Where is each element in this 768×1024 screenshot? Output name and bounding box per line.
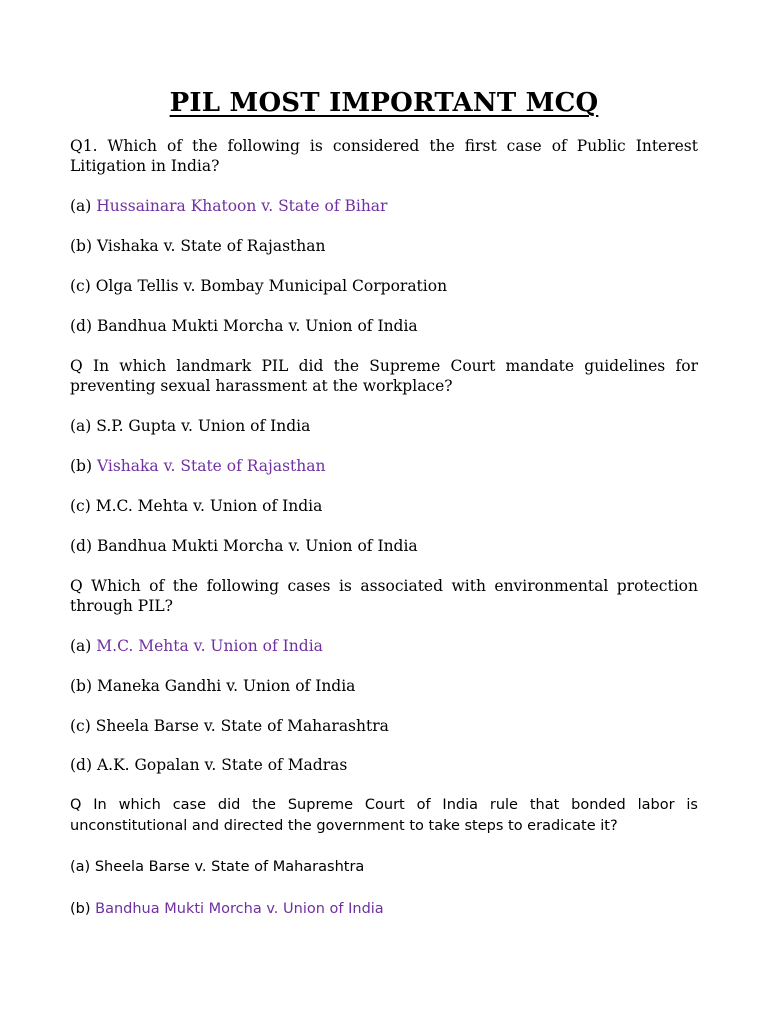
option-label: (b) — [70, 677, 93, 695]
option-text-answer: Hussainara Khatoon v. State of Bihar — [96, 197, 388, 215]
option-text-answer: Bandhua Mukti Morcha v. Union of India — [95, 901, 384, 917]
option-label: (c) — [70, 277, 91, 295]
option-text-answer: Vishaka v. State of Rajasthan — [96, 457, 326, 475]
option-text: Sheela Barse v. State of Maharashtra — [95, 717, 389, 735]
question-3-option-c — [70, 716, 698, 736]
option-text: Vishaka v. State of Rajasthan — [96, 237, 326, 255]
option-text: Bandhua Mukti Morcha v. Union of India — [96, 317, 418, 335]
option-text: S.P. Gupta v. Union of India — [96, 417, 311, 435]
option-label: (d) — [70, 317, 93, 335]
option-label: (d) — [70, 537, 93, 555]
option-text: A.K. Gopalan v. State of Madras — [96, 756, 348, 774]
option-label: (b) — [70, 237, 93, 255]
option-label: (a) — [70, 417, 92, 435]
option-label: (b) — [70, 901, 91, 917]
question-1-text: Q1. Which of the following is considered the first case of Public Interest Litigation in India? — [70, 137, 698, 175]
option-text: M.C. Mehta v. Union of India — [95, 497, 323, 515]
question-1-option-c — [70, 276, 698, 296]
question-1-option-a — [70, 196, 698, 216]
question-2-option-d — [70, 536, 698, 556]
option-text: Bandhua Mukti Morcha v. Union of India — [96, 537, 418, 555]
question-1-option-d — [70, 316, 698, 336]
question-4-text: Q In which case did the Supreme Court of India rule that bonded labor is unconstitutional and directed the government to take steps to eradicate it? — [70, 797, 698, 834]
option-text-answer: M.C. Mehta v. Union of India — [96, 637, 323, 655]
question-3-option-a — [70, 636, 698, 656]
question-4-option-b — [70, 899, 698, 920]
question-4-option-a — [70, 857, 698, 878]
question-3-text: Q Which of the following cases is associated with environmental protection through PIL? — [70, 577, 698, 615]
option-label: (a) — [70, 197, 92, 215]
question-1-option-b — [70, 236, 698, 256]
option-text: Maneka Gandhi v. Union of India — [96, 677, 356, 695]
question-2-option-a — [70, 416, 698, 436]
question-2-option-c — [70, 496, 698, 516]
option-label: (b) — [70, 457, 93, 475]
option-label: (a) — [70, 859, 91, 875]
page-title: PIL MOST IMPORTANT MCQ — [169, 88, 599, 118]
option-text: Sheela Barse v. State of Maharashtra — [94, 859, 365, 875]
option-label: (c) — [70, 717, 91, 735]
option-label: (d) — [70, 756, 93, 774]
option-label: (c) — [70, 497, 91, 515]
question-2-text: Q In which landmark PIL did the Supreme Court mandate guidelines for preventing sexual harassment at the workplace? — [70, 357, 698, 395]
question-3-option-d — [70, 755, 698, 775]
option-text: Olga Tellis v. Bombay Municipal Corporation — [95, 277, 448, 295]
question-2-option-b — [70, 456, 698, 476]
option-label: (a) — [70, 637, 92, 655]
question-3-option-b — [70, 676, 698, 696]
